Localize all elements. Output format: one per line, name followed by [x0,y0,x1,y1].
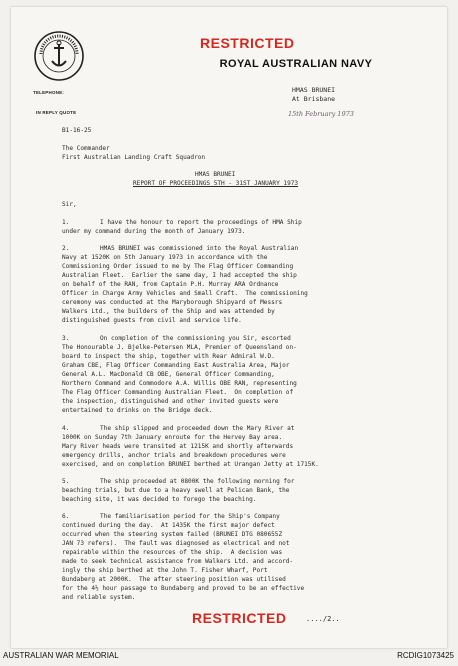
paragraph-line: Australian Fleet. Earlier the same day, I had accepted the ship [62,272,297,279]
paragraph-line: The Honourable J. Bjelke-Petersen MLA, Premier of Queensland on- [62,344,297,351]
paragraph-line: The ship slipped and proceeded down the Mary River at [100,425,295,432]
paragraph-number: 2. [62,245,70,252]
organisation-title: ROYAL AUSTRALIAN NAVY [219,58,373,70]
ship-name: HMAS BRUNEI [292,86,336,94]
paragraph-line: On completion of the commissioning you Sir, escorted [100,335,291,342]
paragraph-line: under my command during the month of January 1973. [62,228,246,235]
paragraph-line: The Flag Officer Commanding Australian Fleet. On completion of [62,389,294,396]
record-id: RCDIG1073425 [397,651,454,660]
subject-title: REPORT OF PROCEEDINGS 5TH - 31ST JANUARY 1973 [133,180,299,187]
paragraph-line: Navy at 1520K on 5th January 1973 in accordance with the [62,254,268,261]
reply-quote-label: IN REPLY QUOTE [36,110,77,115]
paragraph-line: Northern Command and Commodore A.A. Willis OBE RAN, representing [62,380,297,387]
paragraph-line: beaching site, it was decided to forego the beaching. [62,496,257,503]
paragraph-line: Graham CBE, Flag Officer Commanding East Australia Area, Major [62,362,290,369]
paragraph-line: the inspection, distinguished and other invited guests were [62,398,279,405]
paragraph-line: HMAS BRUNEI was commissioned into the Royal Australian [100,245,299,252]
restricted-header-stamp: RESTRICTED [200,35,295,51]
paragraph-line: ingly the ship berthed at the John T. Fisher Wharf, Port [62,567,268,574]
paragraph-line: I have the honour to report the proceedings of HMA Ship [100,219,302,226]
addressee-line-1: The Commander [62,145,110,152]
paragraph-line: entertained to drinks on the Bridge deck. [62,407,213,414]
paragraph-number: 6. [62,513,70,520]
telephone-label: TELEPHONE: [33,90,65,95]
paragraph-line: The familiarisation period for the Ship's Company [100,513,280,520]
paragraph-line: Officer in Charge Army Vehicles and Small Craft. The commissioning [62,290,308,297]
archive-credit: AUSTRALIAN WAR MEMORIAL [3,651,119,660]
paragraph-line: Walkers Ltd., the builders of the Ship and was attended by [62,308,275,315]
paragraph-line: Mary River heads were transited at 1215K and shortly afterwards [62,443,294,450]
paragraph-number: 1. [62,219,70,226]
continuation-marker: ..../2.. [306,615,340,623]
reference-number: B1-16-25 [62,127,92,134]
paragraph-number: 3. [62,335,70,342]
paragraph-line: on behalf of the RAN, from Captain P.H. Murray ARA Ordnance [62,281,279,288]
paragraph-line: continued during the day. At 1435K the first major defect [62,522,275,529]
paragraph-line: JAN 73 refers). The fault was diagnosed as electrical and not [62,540,290,547]
paragraph-line: ceremony was conducted at the Maryborough Shipyard of Messrs [62,299,283,306]
subject-ship: HMAS BRUNEI [195,171,236,178]
paragraph-line: beaching trials, but due to a heavy swell at Pelican Bank, the [62,487,290,494]
paragraph-line: The ship proceeded at 0800K the following morning for [100,478,295,485]
location: At Brisbane [292,95,336,103]
paragraph-line: emergency drills, anchor trials and breakdown procedures were [62,452,286,459]
paragraph-line: and reliable system. [62,594,136,601]
paragraph-line: Bundaberg at 2000K. The after steering position was utilised [62,576,286,583]
letter-date: 15th February 1973 [288,110,354,118]
salutation: Sir, [62,201,77,208]
paragraph-number: 4. [62,425,70,432]
restricted-footer-stamp: RESTRICTED [192,610,287,626]
paragraph-line: Commissioning Order issued to me by The Flag Officer Commanding [62,263,294,270]
paragraph-line: 1000K on Sunday 7th January enroute for the Hervey Bay area. [62,434,283,441]
navy-crest-logo [33,30,85,82]
paragraph-line: made to seek technical assistance from Walkers Ltd. and accord- [62,558,294,565]
paragraph-line: for the 4½ hour passage to Bundaberg and proved to be an effective [62,585,305,592]
paragraph-line: General A.L. MacDonald CB OBE, General Officer Commanding, [62,371,275,378]
paragraph-line: distinguished guests from civil and service life. [62,317,242,324]
paragraph-line: repairable within the resources of the ship. A decision was [62,549,283,556]
paragraph-line: exercised, and on completion BRUNEI berthed at Urangan Jetty at 1715K. [62,461,319,468]
paragraph-line: occurred when the steering system failed (BRUNEI DTG 080655Z [62,531,283,538]
addressee-line-2: First Australian Landing Craft Squadron [62,154,206,161]
paragraph-line: board to inspect the ship, together with Rear Admiral W.D. [62,353,275,360]
paragraph-number: 5. [62,478,70,485]
